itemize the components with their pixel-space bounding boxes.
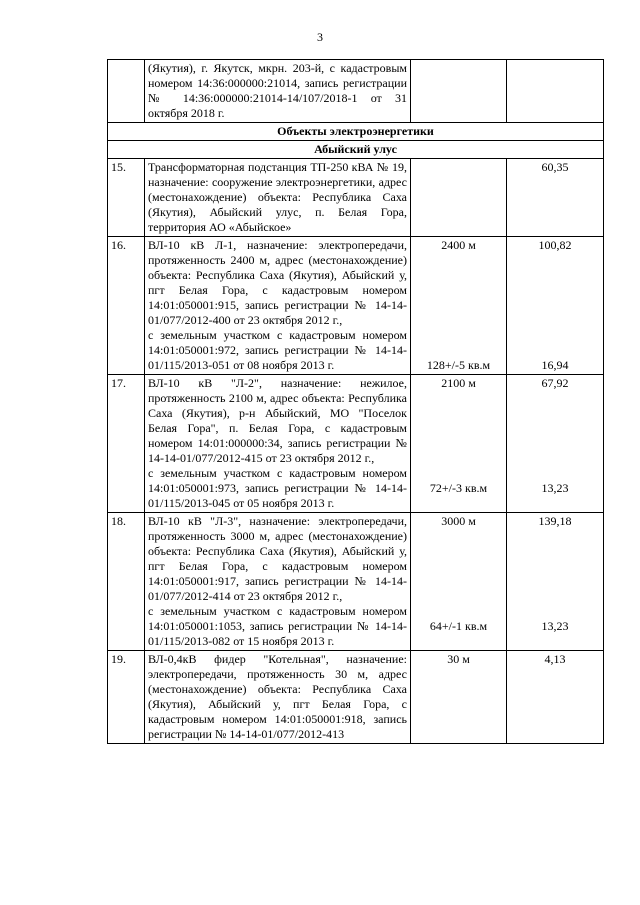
row-extent: 30 м [411,651,507,744]
land-value: 13,23 [541,481,569,495]
row-description [145,513,411,651]
section-row [108,123,604,141]
page-number: 3 [317,30,323,44]
table-row [108,159,604,237]
row-description: (Якутия), г. Якутск, мкрн. 203-й, с кадастровым номером 14:36:000000:21014, запись регистрации № 14:36:000000:21014-14/107/2018-1 от 31 октября 2018 г. [145,60,411,123]
row-description: ВЛ-0,4кВ фидер "Котельная", назначение: электропередачи, протяженность 30 м, адрес (местонахождение) объекта: Республика Саха (Якутия), Абыйский у, пгт Белая Гора, с кадастровым номером 14:01:050001:918, запись регистрации № 14-14-01/077/2012-413 [145,651,411,744]
section-title: Объекты электроэнергетики [108,123,604,141]
row-extent-cell [411,60,507,123]
row-number: 16. [108,237,145,375]
row-description [145,237,411,375]
row-number: 17. [108,375,145,513]
object-description: ВЛ-10 кВ "Л-3", назначение: электропередачи, протяженность 3000 м, адрес (местонахождение) объекта: Республика Саха (Якутия), Абыйский у, пгт Белая Гора, с кадастровым номером 14:01:050001:917, запись регистрации № 14-14-01/077/2012-414 от 23 октября 2012 г., [148,514,407,603]
object-extent: 3000 м [441,514,476,528]
object-value: 67,92 [541,376,569,390]
row-description [145,375,411,513]
table-row [108,237,604,375]
row-value-cell [507,60,604,123]
row-value [507,513,604,651]
row-value: 4,13 [507,651,604,744]
land-value: 13,23 [541,619,569,633]
table-row [108,375,604,513]
table-row [108,513,604,651]
row-description: Трансформаторная подстанция ТП-250 кВА № 19, назначение: сооружение электроэнергетики, адрес (местонахождение) объекта: Республика Саха (Якутия), Абыйский улус, п. Белая Гора, территория АО «Абыйское» [145,159,411,237]
row-extent [411,159,507,237]
table-row [108,651,604,744]
object-description: ВЛ-10 кВ "Л-2", назначение: нежилое, протяженность 2100 м, адрес объекта: Республика Саха (Якутия), р-н Абыйский, МО "Поселок Белая Гора", п. Белая Гора, с кадастровым номером 14:01:000000:34, запись регистрации № 14-14-01/077/2012-415 от 23 октября 2012 г., [148,376,407,465]
row-number: 19. [108,651,145,744]
land-description: с земельным участком с кадастровым номером 14:01:050001:972, запись регистрации № 14-14-01/115/2013-051 от 08 ноября 2013 г. [148,328,407,372]
object-extent: 2400 м [441,238,476,252]
land-extent: 128+/-5 кв.м [426,358,491,372]
table-row-continuation [108,60,604,123]
subsection-row [108,141,604,159]
object-value: 139,18 [538,514,572,528]
object-description: ВЛ-10 кВ Л-1, назначение: электропередачи, протяженность 2400 м, адрес (местонахождение) объекта: Республика Саха (Якутия), Абыйский у, пгт Белая Гора, с кадастровым номером 14:01:050001:915, запись регистрации № 14-14-01/077/2012-400 от 23 октября 2012 г., [148,238,407,327]
row-number: 15. [108,159,145,237]
row-number-cell [108,60,145,123]
land-value: 16,94 [541,358,569,372]
subsection-title: Абыйский улус [108,141,604,159]
row-value [507,237,604,375]
land-extent: 72+/-3 кв.м [429,481,488,495]
row-value: 60,35 [507,159,604,237]
land-description: с земельным участком с кадастровым номером 14:01:050001:1053, запись регистрации № 14-14-01/115/2013-082 от 15 ноября 2013 г. [148,604,407,648]
row-extent [411,513,507,651]
row-extent [411,237,507,375]
land-description: с земельным участком с кадастровым номером 14:01:050001:973, запись регистрации № 14-14-01/115/2013-045 от 05 ноября 2013 г. [148,466,407,510]
land-extent: 64+/-1 кв.м [429,619,488,633]
row-number: 18. [108,513,145,651]
property-table [107,59,604,744]
object-value: 100,82 [538,238,572,252]
row-value [507,375,604,513]
object-extent: 2100 м [441,376,476,390]
row-extent [411,375,507,513]
